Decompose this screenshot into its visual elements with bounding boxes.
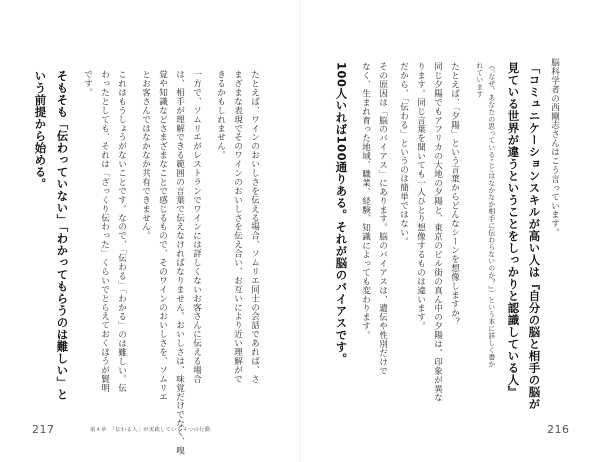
left-body-line: とお客さんではなかなか共有できません。 <box>140 70 151 241</box>
left-body-line: まざまな表現でそのワインのおいしさを伝え合い、お互いにより近い理解がで <box>232 70 243 384</box>
page-number-left: 217 <box>32 423 55 436</box>
right-page <box>301 0 600 462</box>
left-body-line: きるかもしれません。 <box>215 70 226 160</box>
right-body-line: なく、生まれ育った地域、職業、経験、知識によっても変わります。 <box>360 62 371 340</box>
left-body-line: たとえば、ワインのおいしさを伝える場合、ソムリエ同士の会話であれば、さ <box>249 70 260 384</box>
left-body-line: 一方で、ソムリエがレストランでワインには詳しくないお客さんに伝える場合 <box>191 70 202 384</box>
left-body-line: これはもうしょうがないことです。なので、「伝わる」「わかる」のは難しい。伝 <box>116 70 127 393</box>
left-emphasis-line: いう前提から始める。 <box>33 70 48 190</box>
right-body-line: たとえば、「夕陽」という言葉からどんなシーンを想像しますか？ <box>449 62 460 327</box>
right-emphasis-line: 100人いれば100通りある。それが脳のバイアスです。 <box>334 62 349 366</box>
running-head: 第４章 「伝わる人」が実践している４つの行動 <box>90 427 211 433</box>
right-body-line: だから、「伝わる」というのは簡単ではない。 <box>398 62 409 246</box>
right-body-line: その原因は「脳のバイアス」にあります。脳のバイアスは、遺伝や性別だけで <box>377 62 388 376</box>
left-body-line: です。 <box>82 70 93 97</box>
right-source-note: （『なぜ、あなたの思っていることはなかなか相手に伝わらないのか？』）という本に詳しく書か <box>486 62 495 368</box>
right-intro-line: 脳科学者の西剛志さんはこう言っています。 <box>549 58 560 237</box>
left-body-line: 覚や知識などさまざまなことで感じるもので、そのワインのおいしさを、ソムリエ <box>157 70 168 402</box>
right-body-line: ります。同じ言葉を聞いても一人ひとり想像するものは違います。 <box>415 62 426 331</box>
right-body-line: 同じ夕陽でもアフリカの大地の夕陽と、東京のビル街の真ん中の夕陽は、印象が異な <box>432 62 443 403</box>
page-number-right: 216 <box>547 423 570 436</box>
right-quote-line: 見ている世界が違うということをしっかりと認識している人』 <box>506 62 521 398</box>
right-source-note: れています <box>474 62 483 98</box>
left-page <box>0 0 299 462</box>
left-emphasis-line: そもそも「伝わっていない」「わかってもらうのは難しい」と <box>55 70 70 401</box>
left-body-line: わったとしても、それは「ざっくり伝わった」くらいでとらえておくほうが賢明 <box>99 70 110 393</box>
right-quote-line: 「コミュニケーションスキルが高い人は『自分の脳と相手の脳が <box>527 62 542 410</box>
left-body-line: は、相手が理解できる範囲の言葉で伝えなければなりません。おいしさは、味覚だけでなく、嗅 <box>174 70 185 455</box>
